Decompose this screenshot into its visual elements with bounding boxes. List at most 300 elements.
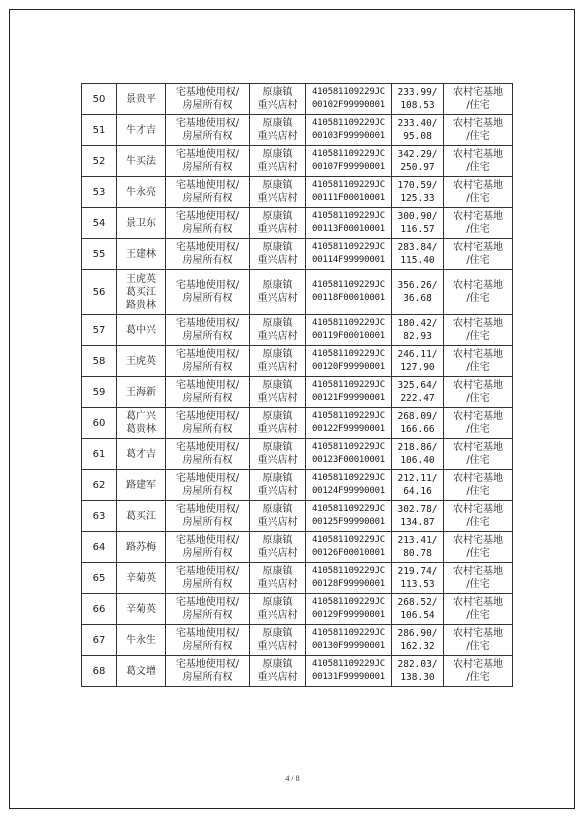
usage-line: /住宅 [466, 517, 490, 528]
owner-name-cell [117, 84, 166, 115]
owner-name-line: 王海新 [126, 386, 156, 398]
table-row [82, 146, 513, 177]
usage-line: 农村宅基地 [453, 659, 503, 670]
right-type-cell [166, 346, 250, 377]
usage-line: 农村宅基地 [453, 473, 503, 484]
usage-line: 农村宅基地 [453, 242, 503, 253]
right-type-cell [166, 208, 250, 239]
right-type-cell [166, 594, 250, 625]
usage-line: /住宅 [466, 362, 490, 373]
right-type-line: 宅基地使用权/ [175, 504, 240, 515]
unit-code-line: 00128F99990001 [311, 579, 386, 589]
unit-code-line: 00119F00010001 [311, 331, 386, 341]
unit-code-line: 00122F99990001 [311, 424, 386, 434]
location-line: 重兴店村 [257, 486, 298, 497]
unit-code-cell [306, 270, 392, 315]
area-line: 116.57 [400, 224, 435, 235]
area-cell [392, 532, 444, 563]
unit-code-line: 00125F99990001 [311, 517, 386, 527]
owner-name-cell [117, 532, 166, 563]
row-number-cell: 52 [82, 146, 117, 177]
usage-line: 农村宅基地 [453, 628, 503, 639]
area-line: 80.78 [403, 548, 432, 559]
location-line: 重兴店村 [257, 393, 298, 404]
usage-line: 农村宅基地 [453, 411, 503, 422]
area-line: 115.40 [400, 255, 435, 266]
table-row [82, 270, 513, 315]
table-row [82, 501, 513, 532]
owner-name-line: 王建林 [126, 248, 156, 260]
usage-cell [444, 84, 513, 115]
right-type-line: 宅基地使用权/ [175, 411, 240, 422]
unit-code-line: 410581109229JC [311, 628, 386, 638]
usage-line: /住宅 [466, 193, 490, 204]
location-line: 重兴店村 [257, 100, 298, 111]
usage-line: /住宅 [466, 100, 490, 111]
right-type-cell [166, 177, 250, 208]
location-line: 重兴店村 [257, 255, 298, 266]
location-cell [250, 532, 306, 563]
location-line: 原康镇 [262, 597, 293, 608]
location-cell [250, 408, 306, 439]
owner-name-cell [117, 377, 166, 408]
area-line: 302.78/ [397, 504, 438, 515]
area-cell [392, 563, 444, 594]
owner-name-cell [117, 563, 166, 594]
usage-cell [444, 177, 513, 208]
row-number-cell: 59 [82, 377, 117, 408]
unit-code-line: 410581109229JC [311, 149, 386, 159]
right-type-line: 房屋所有权 [182, 224, 233, 235]
location-line: 原康镇 [262, 149, 293, 160]
location-line: 重兴店村 [257, 517, 298, 528]
unit-code-line: 00111F00010001 [311, 193, 386, 203]
unit-code-line: 00124F99990001 [311, 486, 386, 496]
location-cell [250, 208, 306, 239]
right-type-line: 房屋所有权 [182, 393, 233, 404]
location-line: 重兴店村 [257, 455, 298, 466]
area-line: 213.41/ [397, 535, 438, 546]
table-row [82, 594, 513, 625]
unit-code-cell [306, 315, 392, 346]
owner-name-line: 葛中兴 [126, 324, 156, 336]
table-row [82, 377, 513, 408]
right-type-line: 宅基地使用权/ [175, 280, 240, 291]
area-line: 36.68 [403, 293, 432, 304]
right-type-line: 房屋所有权 [182, 610, 233, 621]
location-line: 重兴店村 [257, 131, 298, 142]
location-line: 重兴店村 [257, 162, 298, 173]
row-number-cell: 64 [82, 532, 117, 563]
location-line: 重兴店村 [257, 424, 298, 435]
location-line: 原康镇 [262, 242, 293, 253]
unit-code-line: 410581109229JC [311, 411, 386, 421]
right-type-line: 宅基地使用权/ [175, 442, 240, 453]
area-line: 233.40/ [397, 118, 438, 129]
right-type-line: 房屋所有权 [182, 131, 233, 142]
unit-code-cell [306, 377, 392, 408]
usage-cell [444, 656, 513, 687]
usage-line: /住宅 [466, 579, 490, 590]
location-cell [250, 563, 306, 594]
unit-code-line: 410581109229JC [311, 380, 386, 390]
right-type-cell [166, 563, 250, 594]
location-cell [250, 84, 306, 115]
unit-code-cell [306, 470, 392, 501]
location-line: 原康镇 [262, 535, 293, 546]
owner-name-line: 葛广兴 [126, 411, 156, 422]
right-type-cell [166, 439, 250, 470]
usage-line: 农村宅基地 [453, 318, 503, 329]
unit-code-line: 410581109229JC [311, 180, 386, 190]
unit-code-line: 00120F99990001 [311, 362, 386, 372]
owner-name-cell [117, 439, 166, 470]
owner-name-line: 牛永亮 [126, 186, 156, 198]
location-line: 原康镇 [262, 180, 293, 191]
unit-code-line: 410581109229JC [311, 211, 386, 221]
table-body [82, 84, 513, 687]
location-cell [250, 315, 306, 346]
unit-code-line: 410581109229JC [311, 473, 386, 483]
right-type-cell [166, 146, 250, 177]
unit-code-cell [306, 408, 392, 439]
area-cell [392, 177, 444, 208]
unit-code-line: 410581109229JC [311, 318, 386, 328]
area-cell [392, 470, 444, 501]
location-cell [250, 501, 306, 532]
owner-name-cell [117, 115, 166, 146]
area-line: 166.66 [400, 424, 435, 435]
owner-name-line: 葛买江 [126, 286, 156, 298]
area-line: 356.26/ [397, 280, 438, 291]
usage-line: 农村宅基地 [453, 566, 503, 577]
table-row [82, 346, 513, 377]
owner-name-line: 牛才吉 [126, 124, 156, 136]
location-line: 重兴店村 [257, 672, 298, 683]
right-type-line: 宅基地使用权/ [175, 318, 240, 329]
right-type-line: 宅基地使用权/ [175, 242, 240, 253]
area-line: 233.99/ [397, 87, 438, 98]
usage-line: /住宅 [466, 424, 490, 435]
owner-name-line: 路贵林 [126, 299, 156, 311]
usage-line: /住宅 [466, 293, 490, 304]
usage-cell [444, 346, 513, 377]
row-number-cell: 50 [82, 84, 117, 115]
owner-name-line: 葛买江 [126, 510, 156, 522]
right-type-line: 宅基地使用权/ [175, 566, 240, 577]
area-cell [392, 270, 444, 315]
unit-code-cell [306, 439, 392, 470]
usage-cell [444, 501, 513, 532]
area-line: 108.53 [400, 100, 435, 111]
right-type-cell [166, 239, 250, 270]
right-type-line: 房屋所有权 [182, 424, 233, 435]
location-cell [250, 239, 306, 270]
location-line: 原康镇 [262, 628, 293, 639]
location-line: 原康镇 [262, 380, 293, 391]
usage-cell [444, 208, 513, 239]
owner-name-cell [117, 656, 166, 687]
owner-name-cell [117, 594, 166, 625]
table-row [82, 115, 513, 146]
right-type-cell [166, 532, 250, 563]
usage-line: 农村宅基地 [453, 149, 503, 160]
location-line: 原康镇 [262, 318, 293, 329]
row-number-cell: 67 [82, 625, 117, 656]
area-line: 125.33 [400, 193, 435, 204]
right-type-line: 宅基地使用权/ [175, 628, 240, 639]
area-line: 138.30 [400, 672, 435, 683]
usage-line: /住宅 [466, 393, 490, 404]
usage-cell [444, 563, 513, 594]
area-cell [392, 239, 444, 270]
owner-name-line: 牛永生 [126, 634, 156, 646]
area-line: 246.11/ [397, 349, 438, 360]
row-number-cell: 54 [82, 208, 117, 239]
unit-code-line: 410581109229JC [311, 280, 386, 290]
location-cell [250, 656, 306, 687]
unit-code-line: 00113F00010001 [311, 224, 386, 234]
unit-code-cell [306, 346, 392, 377]
row-number-cell: 66 [82, 594, 117, 625]
unit-code-cell [306, 84, 392, 115]
page-number: 4 / 8 [285, 774, 300, 783]
unit-code-cell [306, 656, 392, 687]
location-line: 原康镇 [262, 118, 293, 129]
location-line: 重兴店村 [257, 293, 298, 304]
owner-name-line: 路苏梅 [126, 541, 156, 553]
usage-line: 农村宅基地 [453, 349, 503, 360]
owner-name-line: 王虎英 [126, 273, 156, 285]
area-cell [392, 208, 444, 239]
table-row [82, 177, 513, 208]
right-type-cell [166, 501, 250, 532]
right-type-line: 宅基地使用权/ [175, 118, 240, 129]
unit-code-line: 410581109229JC [311, 566, 386, 576]
right-type-line: 房屋所有权 [182, 162, 233, 173]
row-number-cell: 61 [82, 439, 117, 470]
usage-cell [444, 115, 513, 146]
area-line: 106.40 [400, 455, 435, 466]
usage-line: 农村宅基地 [453, 280, 503, 291]
usage-line: 农村宅基地 [453, 180, 503, 191]
area-cell [392, 656, 444, 687]
usage-cell [444, 146, 513, 177]
row-number-cell: 62 [82, 470, 117, 501]
right-type-cell [166, 625, 250, 656]
right-type-cell [166, 115, 250, 146]
table-row [82, 439, 513, 470]
usage-cell [444, 315, 513, 346]
usage-line: /住宅 [466, 641, 490, 652]
unit-code-line: 410581109229JC [311, 349, 386, 359]
unit-code-line: 410581109229JC [311, 659, 386, 669]
owner-name-line: 辛菊英 [126, 572, 156, 584]
unit-code-line: 410581109229JC [311, 597, 386, 607]
row-number-cell: 51 [82, 115, 117, 146]
unit-code-cell [306, 501, 392, 532]
area-line: 127.90 [400, 362, 435, 373]
usage-cell [444, 594, 513, 625]
owner-name-cell [117, 270, 166, 315]
area-cell [392, 501, 444, 532]
location-line: 原康镇 [262, 211, 293, 222]
owner-name-line: 路建军 [126, 479, 156, 491]
right-type-line: 宅基地使用权/ [175, 535, 240, 546]
right-type-line: 房屋所有权 [182, 293, 233, 304]
unit-code-cell [306, 146, 392, 177]
right-type-line: 房屋所有权 [182, 193, 233, 204]
usage-line: 农村宅基地 [453, 118, 503, 129]
area-line: 268.52/ [397, 597, 438, 608]
location-line: 原康镇 [262, 442, 293, 453]
owner-name-cell [117, 625, 166, 656]
area-cell [392, 346, 444, 377]
right-type-line: 宅基地使用权/ [175, 211, 240, 222]
unit-code-line: 00131F99990001 [311, 672, 386, 682]
table-row [82, 470, 513, 501]
location-line: 重兴店村 [257, 331, 298, 342]
location-line: 原康镇 [262, 566, 293, 577]
unit-code-cell [306, 563, 392, 594]
location-line: 原康镇 [262, 280, 293, 291]
area-line: 106.54 [400, 610, 435, 621]
right-type-line: 宅基地使用权/ [175, 180, 240, 191]
owner-name-cell [117, 208, 166, 239]
usage-line: /住宅 [466, 255, 490, 266]
location-line: 重兴店村 [257, 224, 298, 235]
location-line: 原康镇 [262, 349, 293, 360]
right-type-line: 宅基地使用权/ [175, 597, 240, 608]
right-type-line: 房屋所有权 [182, 362, 233, 373]
area-cell [392, 315, 444, 346]
table-row [82, 625, 513, 656]
right-type-line: 宅基地使用权/ [175, 659, 240, 670]
right-type-line: 房屋所有权 [182, 255, 233, 266]
location-line: 原康镇 [262, 87, 293, 98]
area-line: 219.74/ [397, 566, 438, 577]
location-cell [250, 346, 306, 377]
usage-line: /住宅 [466, 455, 490, 466]
table-row [82, 239, 513, 270]
area-line: 250.97 [400, 162, 435, 173]
location-cell [250, 439, 306, 470]
unit-code-line: 410581109229JC [311, 118, 386, 128]
row-number-cell: 53 [82, 177, 117, 208]
area-line: 113.53 [400, 579, 435, 590]
location-cell [250, 377, 306, 408]
usage-line: /住宅 [466, 672, 490, 683]
unit-code-line: 00103F99990001 [311, 131, 386, 141]
area-line: 64.16 [403, 486, 432, 497]
unit-code-line: 00118F00010001 [311, 293, 386, 303]
location-line: 原康镇 [262, 504, 293, 515]
right-type-cell [166, 377, 250, 408]
location-line: 原康镇 [262, 411, 293, 422]
usage-line: /住宅 [466, 162, 490, 173]
right-type-cell [166, 656, 250, 687]
location-line: 原康镇 [262, 659, 293, 670]
area-line: 180.42/ [397, 318, 438, 329]
usage-line: 农村宅基地 [453, 597, 503, 608]
location-line: 重兴店村 [257, 362, 298, 373]
usage-line: 农村宅基地 [453, 442, 503, 453]
table-row [82, 208, 513, 239]
right-type-line: 房屋所有权 [182, 486, 233, 497]
usage-cell [444, 239, 513, 270]
row-number-cell: 58 [82, 346, 117, 377]
unit-code-cell [306, 177, 392, 208]
location-cell [250, 115, 306, 146]
right-type-line: 房屋所有权 [182, 331, 233, 342]
right-type-cell [166, 408, 250, 439]
unit-code-line: 410581109229JC [311, 535, 386, 545]
unit-code-line: 00129F99990001 [311, 610, 386, 620]
usage-cell [444, 470, 513, 501]
usage-line: 农村宅基地 [453, 535, 503, 546]
area-line: 218.86/ [397, 442, 438, 453]
location-line: 原康镇 [262, 473, 293, 484]
location-cell [250, 146, 306, 177]
area-line: 162.32 [400, 641, 435, 652]
unit-code-line: 00121F99990001 [311, 393, 386, 403]
row-number-cell: 60 [82, 408, 117, 439]
unit-code-cell [306, 115, 392, 146]
right-type-cell [166, 84, 250, 115]
right-type-line: 宅基地使用权/ [175, 380, 240, 391]
right-type-cell [166, 470, 250, 501]
usage-line: /住宅 [466, 610, 490, 621]
right-type-line: 房屋所有权 [182, 517, 233, 528]
right-type-line: 房屋所有权 [182, 548, 233, 559]
area-line: 342.29/ [397, 149, 438, 160]
area-line: 300.90/ [397, 211, 438, 222]
unit-code-line: 410581109229JC [311, 87, 386, 97]
owner-name-cell [117, 239, 166, 270]
usage-cell [444, 439, 513, 470]
usage-line: 农村宅基地 [453, 211, 503, 222]
location-line: 重兴店村 [257, 579, 298, 590]
usage-cell [444, 377, 513, 408]
right-type-line: 宅基地使用权/ [175, 349, 240, 360]
right-type-line: 房屋所有权 [182, 455, 233, 466]
table-row [82, 408, 513, 439]
area-cell [392, 625, 444, 656]
right-type-line: 宅基地使用权/ [175, 87, 240, 98]
area-line: 286.90/ [397, 628, 438, 639]
unit-code-line: 00114F99990001 [311, 255, 386, 265]
owner-name-cell [117, 346, 166, 377]
owner-name-line: 葛才吉 [126, 448, 156, 460]
location-cell [250, 625, 306, 656]
owner-name-line: 葛文增 [126, 665, 156, 677]
area-cell [392, 146, 444, 177]
area-cell [392, 439, 444, 470]
right-type-line: 宅基地使用权/ [175, 149, 240, 160]
area-line: 282.03/ [397, 659, 438, 670]
area-cell [392, 377, 444, 408]
area-line: 222.47 [400, 393, 435, 404]
row-number-cell: 56 [82, 270, 117, 315]
area-line: 95.08 [403, 131, 432, 142]
usage-line: 农村宅基地 [453, 504, 503, 515]
unit-code-line: 00123F00010001 [311, 455, 386, 465]
unit-code-cell [306, 594, 392, 625]
usage-line: 农村宅基地 [453, 380, 503, 391]
owner-name-cell [117, 408, 166, 439]
usage-line: /住宅 [466, 224, 490, 235]
usage-cell [444, 270, 513, 315]
